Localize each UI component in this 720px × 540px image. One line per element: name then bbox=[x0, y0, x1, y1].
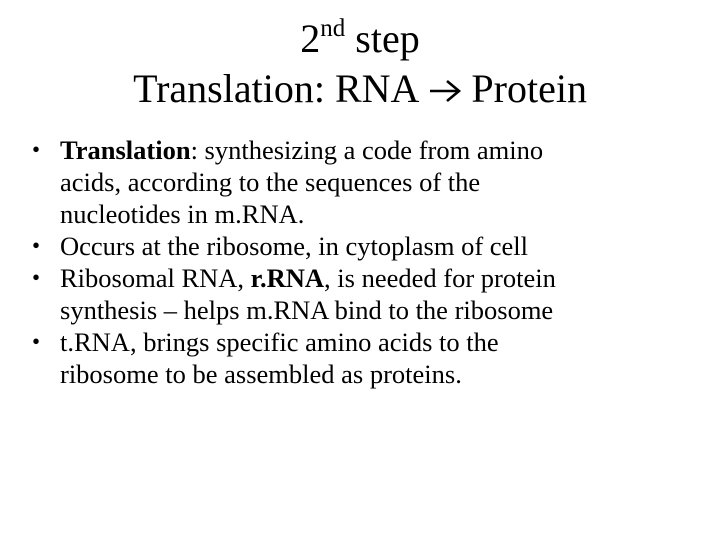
term-rrna: r.RNA bbox=[250, 263, 325, 293]
bullet-item-ribosome-location bbox=[32, 230, 672, 262]
bullet-marker: • bbox=[32, 137, 41, 162]
bullet-1-definition-start: : synthesizing a code from amino bbox=[190, 135, 544, 165]
bullet-1-line-2: acids, according to the sequences of the bbox=[60, 167, 481, 197]
bullet-2-line-1: Occurs at the ribosome, in cytoplasm of cell bbox=[60, 231, 529, 261]
bullet-3-line-2: synthesis – helps m.RNA bind to the ribosome bbox=[60, 295, 554, 325]
title-translation-rna: Translation: RNA bbox=[133, 66, 420, 111]
bullet-list bbox=[32, 134, 672, 390]
bullet-4-line-1: t.RNA, brings specific amino acids to the bbox=[60, 327, 499, 357]
right-arrow-icon bbox=[428, 78, 462, 104]
title-line-translation bbox=[0, 64, 720, 114]
bullet-item-rrna bbox=[32, 262, 672, 326]
bullet-3-prefix: Ribosomal RNA, bbox=[60, 263, 251, 293]
bullet-item-trna bbox=[32, 326, 672, 390]
bullet-marker: • bbox=[32, 233, 41, 258]
bullet-1-line-1 bbox=[60, 134, 672, 166]
step-number: 2 bbox=[300, 16, 321, 61]
bullet-3-suffix: , is needed for protein bbox=[324, 263, 556, 293]
title-protein: Protein bbox=[471, 66, 587, 111]
bullet-3-line-1 bbox=[60, 262, 672, 294]
bullet-item-translation bbox=[32, 134, 672, 230]
bullet-1-line-3: nucleotides in m.RNA. bbox=[60, 199, 305, 229]
step-word: step bbox=[355, 16, 420, 61]
bullet-marker: • bbox=[32, 329, 41, 354]
slide-title bbox=[0, 14, 720, 114]
title-line-step bbox=[0, 14, 720, 64]
step-ordinal-suffix: nd bbox=[320, 14, 346, 42]
term-translation: Translation bbox=[60, 135, 191, 165]
bullet-marker: • bbox=[32, 265, 41, 290]
bullet-4-line-2: ribosome to be assembled as proteins. bbox=[60, 359, 462, 389]
